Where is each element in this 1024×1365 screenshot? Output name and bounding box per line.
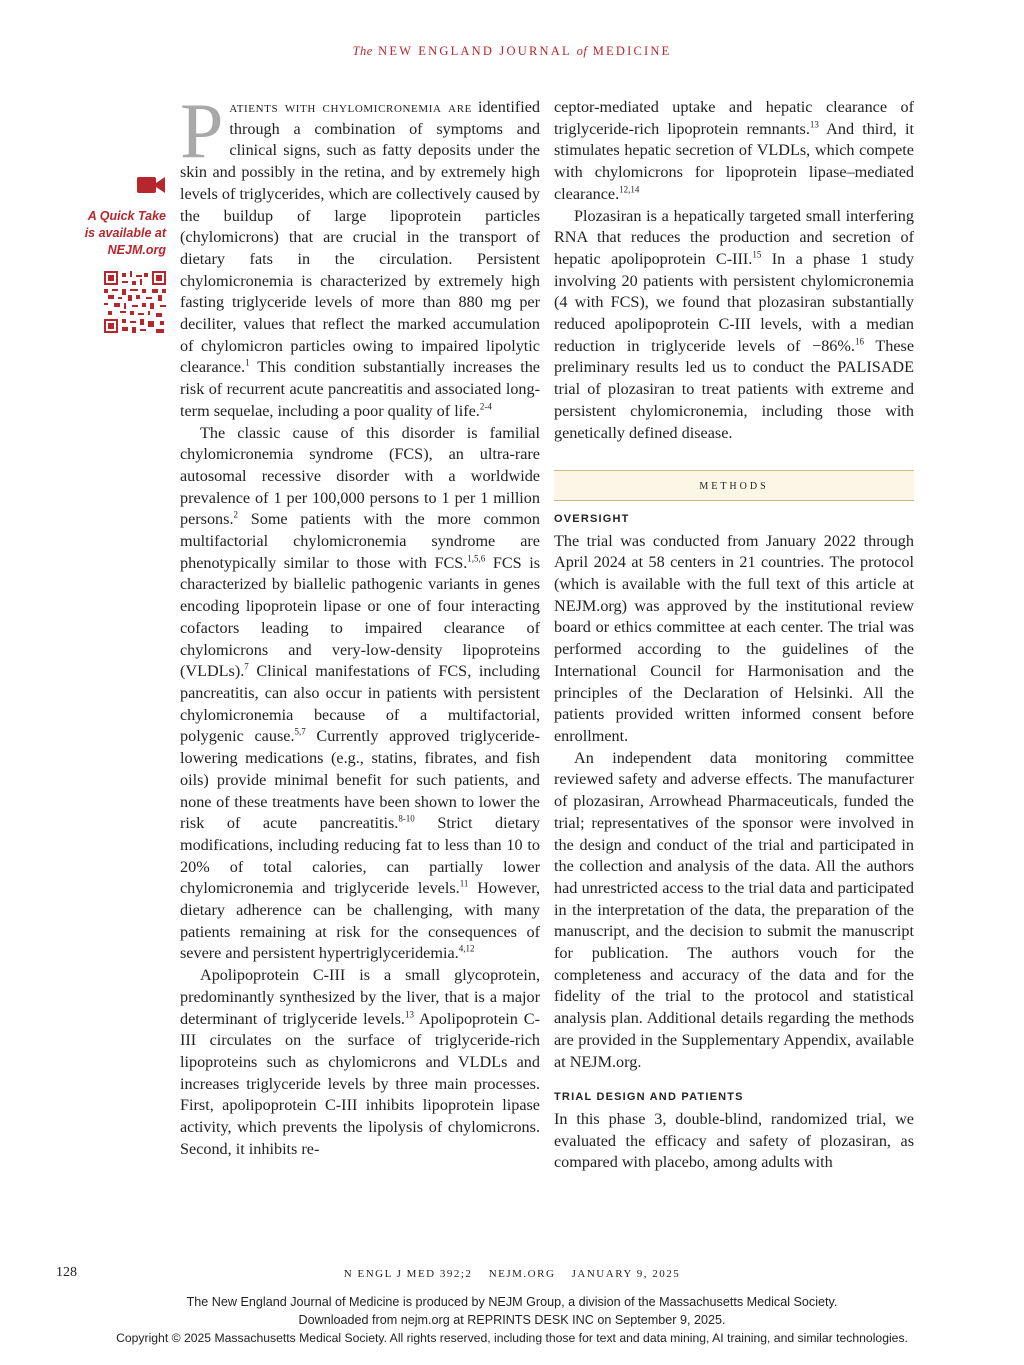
reference[interactable]: 16 [854, 336, 864, 347]
paragraph-oversight: The trial was conducted from January 2022 through April 2024 at 58 centers in 21 countries. The protocol (which is available with the full text of this article at NEJM.org) was approved by the institutional review board or ethics committee at each center. The trial was performed according to the guidelines of the International Council for Harmonisation and the principles of the Declaration of Helsinki. All the patients provided written informed consent before enrollment. [554, 531, 914, 745]
quick-take-line3[interactable]: NEJM.org [107, 243, 166, 257]
reference[interactable]: 1 [245, 358, 250, 369]
column-left [180, 87, 541, 1160]
legal-copyright: Copyright © 2025 Massachusetts Medical Society. All rights reserved, including those for text and data mining, AI training, and similar technologies. [116, 1331, 908, 1345]
reference[interactable]: 1,5,6 [467, 553, 486, 564]
paragraph-apoc3: Apolipoprotein C-III is a small glycoprotein, predominantly synthesized by the liver, that is a major determinant of triglyceride levels.$^{13}$ Apolipoprotein C-III circulates on the surface of triglyceride-rich lipoproteins such as chylomicrons and VLDLs and increases triglyceride levels by three main processes. First, apolipoprotein C-III inhibits lipoprotein lipase activity, which prevents the lipolysis of chylomicrons. Second, it inhibits re- [180, 966, 540, 1158]
oversight-heading: OVERSIGHT [554, 512, 630, 525]
paragraph-fcs: The classic cause of this disorder is familial chylomicronemia syndrome (FCS), an ultra-rare autosomal recessive disorder with a worldwide prevalence of 1 per 100,000 persons to 1 per 1 million persons.$^2$ Some patients with the more common multifactorial chylomicronemia syndrome are phenotypically similar to those with FCS.$^{1,5,6}$ FCS is characterized by biallelic pathogenic variants in genes encoding lipoprotein lipase or one of four interacting cofactors leading to impaired clearance of chylomicrons and very-low-density lipoproteins (VLDLs).$^7$ Clinical manifestations of FCS, including pancreatitis, can also occur in patients with persistent chylomicronemia because of a multifactorial, polygenic cause.$^{5,7}$ Currently approved triglyceride-lowering medications (e.g., statins, fibrates, and fish oils) provide minimal benefit for such patients, and none of these treatments have been shown to lower the risk of acute pancreatitis.$^{8-10}$ Strict dietary modifications, including reducing fat to less than 10 to 20% of total calories, can partially lower chylomicronemia and triglyceride levels.$^{11}$ However, dietary adherence can be challenging, with many patients remaining at risk for the consequences of severe and persistent hypertriglyceridemia.$^{4,12}$ [180, 423, 541, 963]
paragraph-design: In this phase 3, double-blind, randomized trial, we evaluated the efficacy and safety of plozasiran, as compared with placebo, among adults with [554, 1109, 914, 1172]
paragraph-monitoring: An independent data monitoring committee reviewed safety and adverse effects. The manufacturer of plozasiran, Arrowhead Pharmaceuticals, funded the trial; representatives of the sponsor were involved in the design and conduct of the trial and participated in the collection and analysis of the data. All the authors had unrestricted access to the trial data and participated in the interpretation of the data, the preparation of the manuscript, and the decision to submit the manuscript for publication. The authors vouch for the completeness and accuracy of the data and for the fidelity of the trial to the protocol and statistical analysis plan. Additional details regarding the methods are provided in the Supplementary Appendix, available at NEJM.org. [554, 748, 914, 1071]
issue-date: JANUARY 9, 2025 [571, 1268, 681, 1280]
methods-heading: methods [554, 470, 914, 501]
footer-citation [0, 1268, 1024, 1280]
journal-the: The [352, 44, 373, 58]
reference[interactable]: 8-10 [398, 813, 415, 824]
paragraph-intro: Patients with chylomicronemia are identified through a combination of symptoms and clinical signs, such as fatty deposits under the skin and possibly in the retina, and by extremely high levels of triglycerides, which are collectively caused by the buildup of large lipoprotein particles (chylomicrons) that are crucial in the transport of dietary fats in the circulation. Persistent chylomicronemia is characterized by extremely high fasting triglyceride levels of more than 880 mg per deciliter, values that reflect the marked accumulation of chylomicron particles owing to impaired lipolytic clearance.$^1$ This condition substantially increases the risk of recurrent acute pancreatitis and associated long-term sequelae, including a poor quality of life.$^{2-4}$ [180, 87, 540, 420]
reference[interactable]: 7 [244, 661, 249, 672]
reference[interactable]: 13 [404, 1009, 414, 1020]
quick-take-note[interactable] [62, 175, 166, 338]
reference[interactable]: 4,12 [458, 944, 475, 955]
quick-take-line2: is available at [84, 226, 166, 240]
reference[interactable]: 11 [459, 878, 469, 889]
paragraph-plozasiran: Plozasiran is a hepatically targeted small interfering RNA that reduces the production and secretion of hepatic apolipoprotein C-III.$^{15}$ In a phase 1 study involving 20 patients with persistent chylomicronemia (4 with FCS), we found that plozasiran substantially reduced apolipoprotein C-III levels, with a median reduction in triglyceride levels of −86%.$^{16}$ These preliminary results led us to conduct the PALISADE trial of plozasiran to treat patients with extreme and persistent chylomicronemia, including those with genetically defined disease. [554, 206, 914, 442]
page-number: 128 [56, 1265, 77, 1280]
reference[interactable]: 15 [752, 249, 762, 260]
drop-cap: P [180, 87, 224, 174]
reference[interactable]: 2 [233, 509, 239, 520]
legal-download: Downloaded from nejm.org at REPRINTS DESK INC on September 9, 2025. [298, 1313, 726, 1327]
site-link[interactable]: NEJM.ORG [488, 1268, 556, 1280]
journal-name-2: MEDICINE [592, 44, 672, 58]
quick-take-line1: A Quick Take [87, 209, 166, 223]
reference[interactable]: 5,7 [294, 727, 306, 737]
running-head [0, 44, 1024, 59]
paragraph-apoc3-cont: ceptor-mediated uptake and hepatic clearance of triglyceride-rich lipoprotein remnants.$^{13}$ And third, it stimulates hepatic secretion of VLDLs, which compete with chylomicrons for lipoprotein lipase–mediated clearance.$^{12,14}$ [554, 98, 914, 203]
journal-of: of [576, 44, 588, 58]
intro-lead: atients with chylomicronemia are [229, 98, 472, 116]
column-right [554, 97, 914, 1174]
video-camera-icon[interactable] [136, 175, 166, 200]
citation: N ENGL J MED 392;2 [343, 1268, 473, 1280]
legal-producer: The New England Journal of Medicine is produced by NEJM Group, a division of the Massachusetts Medical Society. [186, 1295, 838, 1309]
trial-design-heading: TRIAL DESIGN AND PATIENTS [554, 1091, 744, 1104]
journal-name-1: NEW ENGLAND JOURNAL [378, 44, 572, 58]
qr-code-icon[interactable] [104, 271, 166, 338]
reference[interactable]: 12,14 [619, 184, 640, 195]
reference[interactable]: 13 [809, 119, 819, 130]
reference[interactable]: 2-4 [479, 401, 492, 412]
